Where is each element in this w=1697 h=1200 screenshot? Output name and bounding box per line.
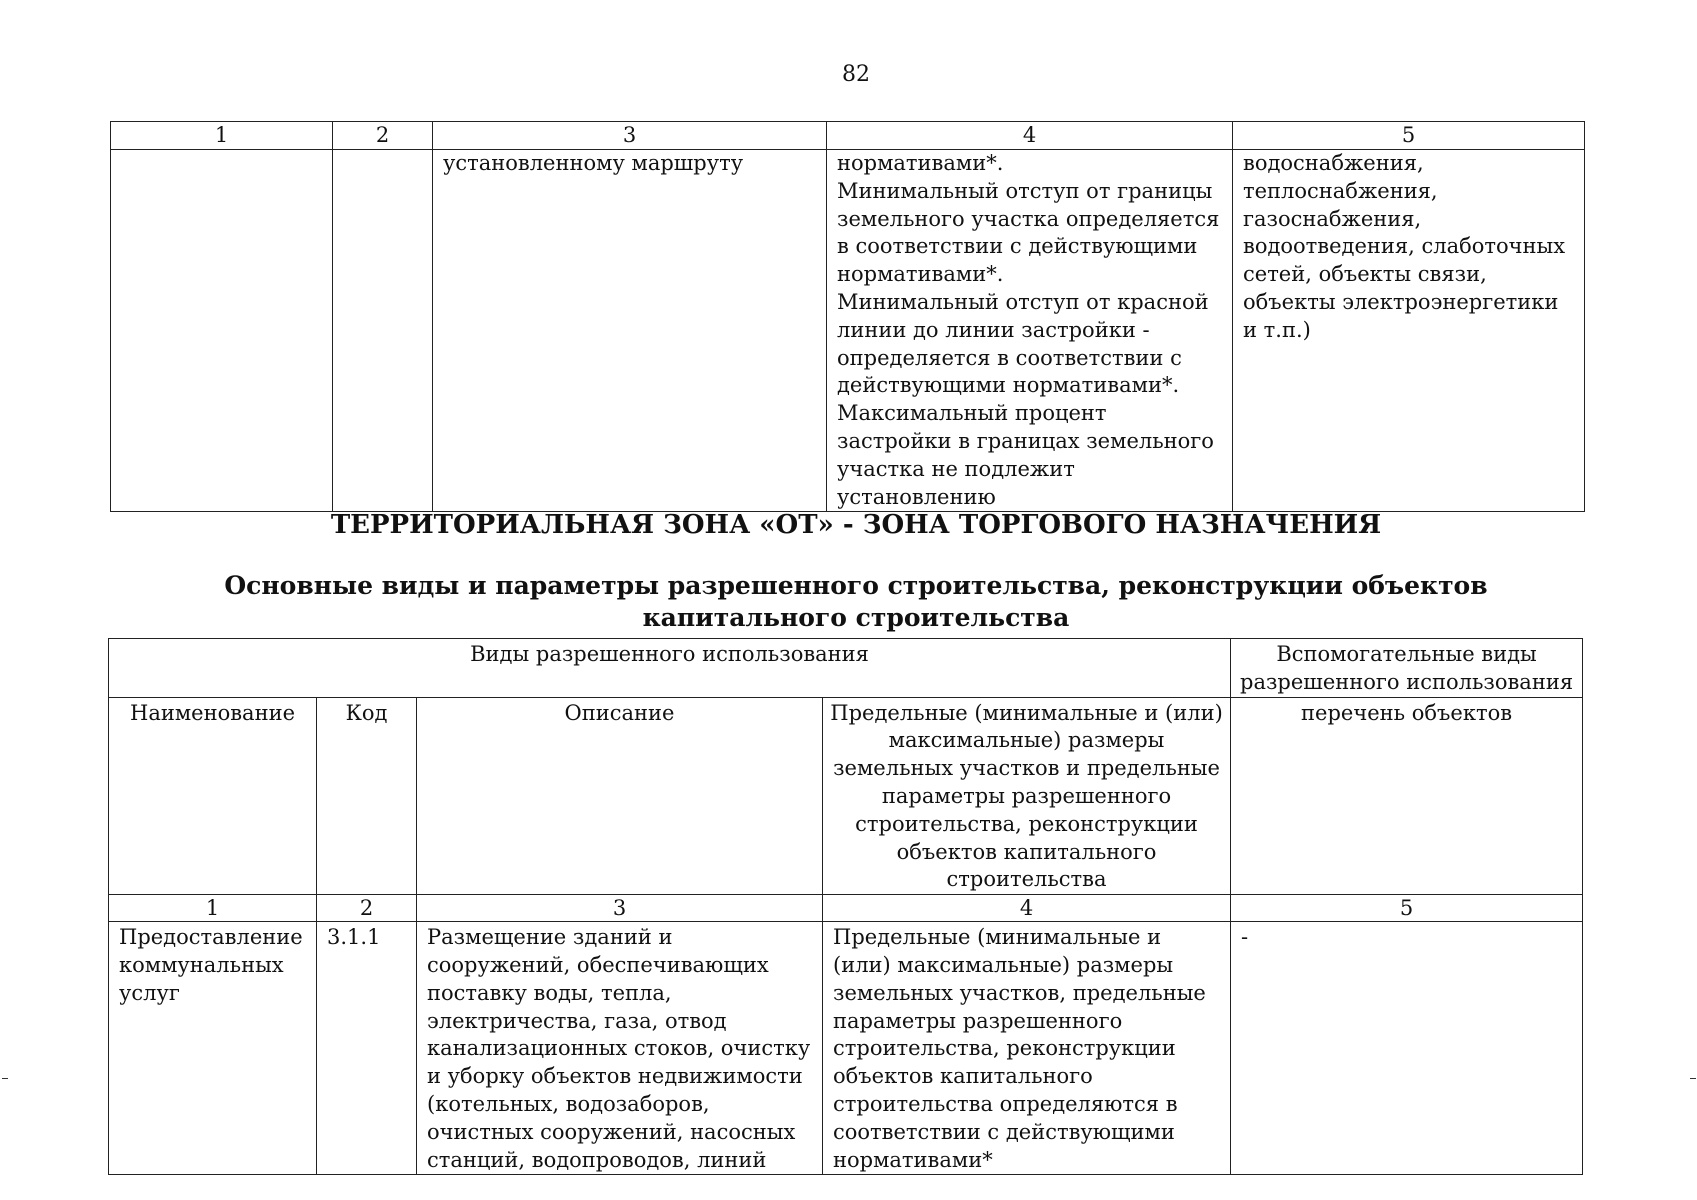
cell-aux: водоснабжения, теплоснабжения, газоснабжения, водоотведения, слаботочных сетей, объекты связи, объекты электроэнергетики и т.п.) — [1233, 150, 1585, 512]
col-number: 3 — [433, 122, 827, 150]
header-description: Описание — [417, 697, 823, 895]
header-code: Код — [317, 697, 417, 895]
col-number: 5 — [1231, 895, 1583, 922]
col-number: 4 — [827, 122, 1233, 150]
col-number: 1 — [111, 122, 333, 150]
col-number: 2 — [317, 895, 417, 922]
section-heading: Основные виды и параметры разрешенного строительства, реконструкции объектов капитального строительства — [224, 571, 1488, 632]
cell-code: 3.1.1 — [317, 922, 417, 1175]
header-params: Предельные (минимальные и (или) максимальные) размеры земельных участков и предельные параметры разрешенного строительства, реконструкции объектов капитального строительства — [823, 697, 1231, 895]
col-number: 5 — [1233, 122, 1585, 150]
group-header-row — [109, 639, 1583, 698]
col-number: 3 — [417, 895, 823, 922]
table-row — [111, 150, 1585, 512]
header-aux: перечень объектов — [1231, 697, 1583, 895]
aux-header: Вспомогательные виды разрешенного использования — [1231, 639, 1583, 698]
zone-table — [108, 638, 1583, 1175]
column-header-row — [109, 697, 1583, 895]
cell-code — [333, 150, 433, 512]
group-header: Виды разрешенного использования — [109, 639, 1231, 698]
header-name: Наименование — [109, 697, 317, 895]
col-number: 1 — [109, 895, 317, 922]
cell-aux: - — [1231, 922, 1583, 1175]
col-number: 2 — [333, 122, 433, 150]
cell-params: Предельные (минимальные и (или) максимальные) размеры земельных участков, предельные параметры разрешенного строительства, реконструкции объектов капитального строительства определяются в соответствии с действующими нормативами* — [823, 922, 1231, 1175]
cell-name — [111, 150, 333, 512]
cell-name: Предоставление коммунальных услуг — [109, 922, 317, 1175]
cell-description: Размещение зданий и сооружений, обеспечивающих поставку воды, тепла, электричества, газа, отвод канализационных стоков, очистку и уборку объектов недвижимости (котельных, водозаборов, очистных сооружений, насосных станций, водопроводов, линий — [417, 922, 823, 1175]
scan-edge-mark — [1690, 1078, 1696, 1079]
scan-edge-mark — [2, 1078, 8, 1079]
cell-params: нормативами*. Минимальный отступ от границы земельного участка определяется в соответствии с действующими нормативами*. Минимальный отступ от красной линии до линии застройки - определяется в соответствии с действующими нормативами*. Максимальный процент застройки в границах земельного участка не подлежит установлению — [827, 150, 1233, 512]
zone-heading: ТЕРРИТОРИАЛЬНАЯ ЗОНА «ОТ» - ЗОНА ТОРГОВОГО НАЗНАЧЕНИЯ — [330, 510, 1382, 540]
continuation-table — [110, 121, 1585, 512]
col-number: 4 — [823, 895, 1231, 922]
cell-description: установленному маршруту — [433, 150, 827, 512]
column-number-row — [111, 122, 1585, 150]
table-row — [109, 922, 1583, 1175]
column-number-row — [109, 895, 1583, 922]
page-number: 82 — [842, 62, 870, 87]
